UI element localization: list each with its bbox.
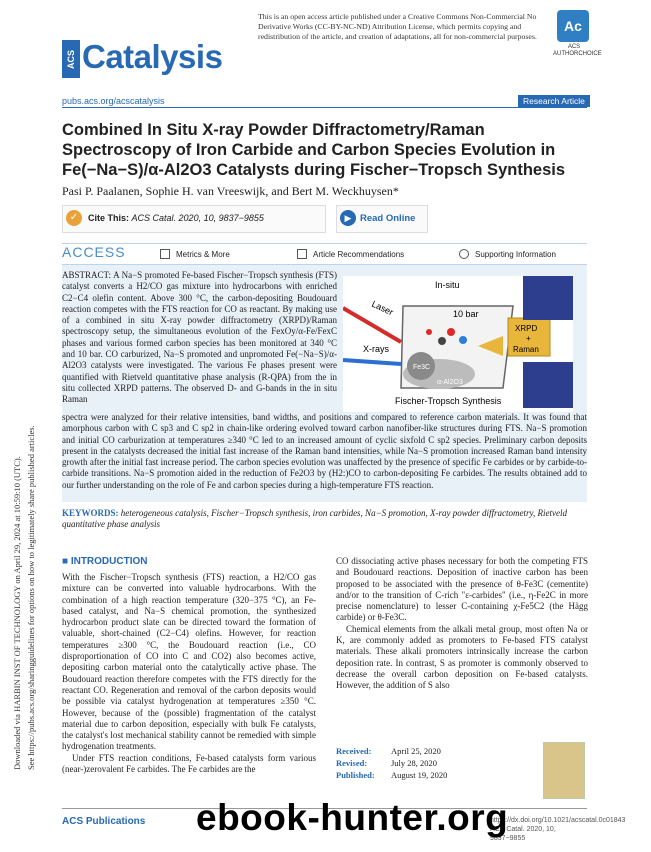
toc-caption: Fischer-Tropsch Synthesis <box>395 396 502 406</box>
article-title: Combined In Situ X-ray Powder Diffractometry/Raman Spectroscopy of Iron Carbide and Carbon Species Evolution in Fe(−Na−S)/α-Al2O3 Catalysts during Fischer−Tropsch Synthesis <box>62 121 566 179</box>
recommendations-link[interactable]: Article Recommendations <box>313 250 405 259</box>
cite-reference: ACS Catal. 2020, 10, 9837−9855 <box>131 213 264 223</box>
xray-beam <box>343 360 401 364</box>
keywords-list: heterogeneous catalysis, Fischer−Tropsch synthesis, iron carbides, Na−S promotion, X-ray powder diffractometry, Rietveld quantitative phase analysis <box>62 508 568 530</box>
author-list: Pasi P. Paalanen, Sophie H. van Vreeswijk, and Bert M. Weckhuysen* <box>62 184 399 198</box>
download-notice-line1: Downloaded via HARBIN INST OF TECHNOLOGY on April 29, 2024 at 10:59:10 (UTC). <box>12 456 22 770</box>
acs-publications-logo: ACS Publications <box>62 816 146 827</box>
supporting-info-link[interactable]: Supporting Information <box>475 250 556 259</box>
journal-url-link[interactable]: pubs.acs.org/acscatalysis <box>62 96 165 106</box>
toc-figure <box>343 276 573 412</box>
access-label: ACCESS <box>62 244 126 260</box>
journal-logo-acs: ACS <box>62 40 80 78</box>
metrics-link[interactable]: Metrics & More <box>176 250 230 259</box>
toc-plus: + <box>526 334 531 343</box>
authorchoice-label: ACS AUTHORCHOICE <box>553 44 602 57</box>
abstract-part-a: A Na−S promoted Fe-based Fischer−Tropsch synthesis (FTS) catalyst converts a H2/CO gas mixture into hydrocarbons with enriched C2−C4 olefin content. Above 300 °C, the carbon-depositing Boudouard reaction competes with the FTS reaction for CO as reactant. By making use of a combined in situ X-ray powder diffractometry (XRPD)/Raman spectroscopy setup, the simultaneous evolution of the FexOy/α-Fe/FexC phases and various formed carbon species has been monitored at 340 °C and 10 bar. CO carburized, Na−S promoted and unpromoted Fe(−Na−S)/α-Al2O3 catalysts were investigated. The various Fe phases present were quantified with Rietveld quantitative phase analysis (R-QPA) from the in situ collected XRPD patterns. The observed D- and G-bands in the in situ Raman <box>62 270 337 405</box>
authorchoice-badge: Ac <box>557 10 589 42</box>
toc-graphic <box>343 276 573 412</box>
toc-raman: Raman <box>513 345 539 354</box>
intro-paragraph-1: With the Fischer−Tropsch synthesis (FTS) reaction, a H2/CO gas mixture can be converted into valuable hydrocarbons. With the combination of a high reaction temperature (320−375 °C), an Fe-based catalyst, and Na−S chemical promotion, the synthesized hydrocarbon product slate can be directed toward the formation of valuable, short-chained (C2−C4) olefins. However, for reaction temperatures ≥300 °C, the Boudouard reaction (i.e., CO disproportionation of CO into C and CO2) also becomes active, depositing carbon material onto the catalytically active phase. The Boudouard reaction therefore competes with the FTS directly for the reactant CO. Regeneration and removal of the carbon deposits would be possible via catalyst hydrogenation at temperatures ≥350 °C. However, because of the (possible) fragmentation of the catalyst material due to carbon deposition, especially with bulk Fe catalysts, the catalyst's lost mechanical stability cannot be remedied with simple hydrogenation treatments. <box>62 572 316 752</box>
revised-label: Revised: <box>336 758 368 768</box>
intro-paragraph-4: Chemical elements from the alkali metal group, most often Na or K, are commonly added as promoters to Fe-based FTS catalyst materials. These alkali promoters intrinsically increase the carbon deposition rate. In contrast, S as promoter is commonly observed to decrease the overall carbon deposition on Fe-based catalysts. However, the addition of S also <box>336 623 588 691</box>
oxygen-atom <box>447 328 455 336</box>
cite-icon: ✓ <box>66 210 82 226</box>
download-notice-line2: See https://pubs.acs.org/sharingguidelines for options on how to legitimately share published articles. <box>26 425 36 770</box>
toc-in-situ: In-situ <box>435 280 460 290</box>
intro-heading: ■ INTRODUCTION <box>62 556 148 567</box>
received-label: Received: <box>336 746 372 756</box>
intro-paragraph-2: Under FTS reaction conditions, Fe-based catalysts form various (near-)zerovalent Fe carbides. The Fe carbides are the <box>62 752 316 775</box>
watermark: ebook-hunter.org <box>196 797 509 838</box>
article-dates <box>336 745 447 781</box>
raman-plot <box>523 362 573 408</box>
journal-logo-name: Catalysis <box>82 38 223 75</box>
header-divider <box>62 107 587 108</box>
received-date: April 25, 2020 <box>391 746 441 756</box>
metrics-icon <box>160 249 170 259</box>
keywords <box>62 508 587 531</box>
read-online-icon: ▶ <box>340 210 356 226</box>
revised-date: July 28, 2020 <box>391 758 438 768</box>
recommendations-icon <box>297 249 307 259</box>
cite-this[interactable] <box>88 213 264 223</box>
toc-fe3c: Fe3C <box>413 364 431 371</box>
doi-footer[interactable]: https://dx.doi.org/10.1021/acscatal.0c01843 ACS Catal. 2020, 10, 9837−9855 <box>490 817 626 842</box>
read-online-button[interactable]: Read Online <box>360 213 416 224</box>
toc-laser: Laser <box>370 298 395 318</box>
toc-support: α-Al2O3 <box>437 379 463 386</box>
toc-pressure: 10 bar <box>453 309 479 319</box>
published-date: August 19, 2020 <box>391 770 448 780</box>
license-note: This is an open access article published under a Creative Commons Non-Commercial No Derivative Works (CC-BY-NC-ND) Attribution License, which permits copying and redistribution of the article, and creation of adaptations, all for non-commercial purposes. <box>258 12 537 41</box>
oxygen-atom-2 <box>426 329 432 335</box>
cite-label: Cite This: <box>88 213 130 223</box>
abstract-part-b: spectra were analyzed for their relative intensities, band widths, and positions and compared to reference carbon materials. It was found that amorphous carbon with C sp3 and C sp2 in chain-like ordering evolved toward carbon nanofiber-like structures during FTS. Na−S promotion and initial CO carburization at temperatures ≥340 °C led to an increased amount of cyclic sixfold C sp2 species. Preliminary carbon deposits present in the catalysts decreased the initial fast increase of the Raman band intensities, while Na−S promotion increased Raman band intensity growth after the initial fast increase period. The carbon species evolution was unaffected by the presence of specific Fe carbides or by carbide-to-carbide transitions. Na−S promotion aided in the reduction of Fe2O3 by (H2:)CO to carbon-depositing Fe carbides. The results obtained add to our further understanding on the role of Fe and carbon species during a high-temperature FTS reaction. <box>62 412 587 490</box>
toc-xrays: X-rays <box>363 344 390 354</box>
hydrogen-atom <box>459 336 467 344</box>
xrpd-plot <box>523 276 573 320</box>
intro-column-2 <box>336 556 588 692</box>
keywords-label: KEYWORDS: <box>62 508 119 518</box>
article-type-badge: Research Article <box>518 95 590 107</box>
intro-column-1 <box>62 572 316 775</box>
carbon-atom <box>438 337 446 345</box>
abstract-label: ABSTRACT: <box>62 270 112 280</box>
supporting-info-icon <box>459 249 469 259</box>
published-label: Published: <box>336 770 375 780</box>
abstract-text-top <box>62 270 337 406</box>
journal-cover-thumbnail <box>543 742 585 799</box>
intro-paragraph-3: CO dissociating active phases necessary for both the competing FTS and Boudouard reactions. Deposition of inactive carbon has been proposed to be associated with the presence of θ-Fe3C (cementite) and/or to the transition of C-rich "ε-carbides" (i.e., η-Fe2C in more precise nomenclature) to lesser C-containing χ-Fe5C2 (the Hägg carbide) or θ-Fe3C. <box>336 556 588 623</box>
toc-xrpd: XRPD <box>515 324 538 333</box>
download-notice <box>2 70 62 770</box>
